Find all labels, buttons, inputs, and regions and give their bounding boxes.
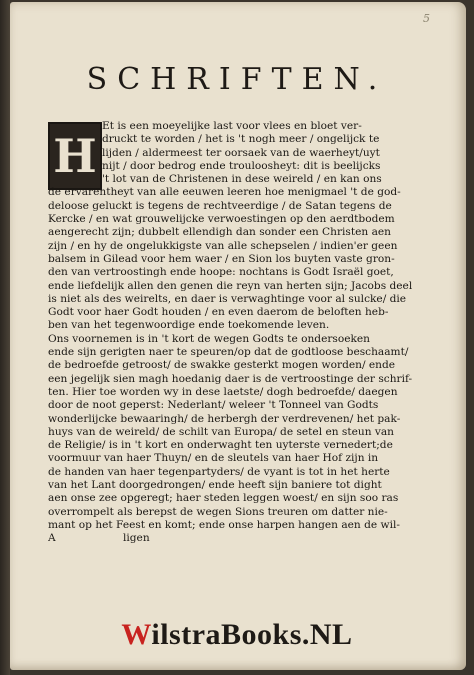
initial-letter: H	[53, 129, 97, 183]
text-line: deloose geluckt is tegens de rechtveerdige / de Satan tegens de	[48, 199, 392, 212]
body-text	[48, 120, 434, 546]
watermark	[0, 618, 474, 652]
text-line: lijden / aldermeest ter oorsaek van de waerheyt/uyt	[102, 146, 380, 159]
text-line: druckt te worden / het is 't nogh meer / ongelijck te	[102, 133, 380, 146]
text-line: de bedroefde getroost/ de swakke gesterkt mogen worden/ ende	[48, 359, 396, 372]
text-line: balsem in Gilead voor hem waer / en Sion los buyten vaste gron-	[48, 252, 395, 265]
text-line: ben van het tegenwoordige ende toekomende leven.	[48, 319, 330, 332]
text-line: van het Lant doorgedrongen/ ende heeft sijn baniere tot dight	[48, 479, 382, 492]
text-line: huys van de weireld/ de schilt van Europa/ de setel en steun van	[48, 425, 395, 438]
text-line: mant op het Feest en komt; ende onse harpen hangen aen de wil-	[48, 518, 400, 531]
text-line: den van vertroostingh ende hoope: nochtans is Godt Israël goet,	[48, 266, 394, 279]
text-line: wonderlijcke bewaaringh/ de herbergh der verdrevenen/ het pak-	[48, 412, 401, 425]
text-line: overrompelt als berepst de wegen Sions treuren om datter nie-	[48, 505, 388, 518]
watermark-first-letter: W	[121, 618, 152, 651]
page-number: 5	[423, 12, 430, 25]
text-line: is niet als des weirelts, en daer is verwaghtinge voor al sulcke/ die	[48, 292, 407, 305]
text-line: 't lot van de Christenen in dese weireld / en kan ons	[102, 173, 382, 186]
text-line: Godt voor haer Godt houden / en even daerom de beloften heb-	[48, 306, 389, 319]
text-line: ten. Hier toe worden wy in dese laetste/ dogh bedroefde/ daegen	[48, 385, 398, 398]
text-line: aen onse zee opgeregt; haer steden leggen woest/ en sijn soo ras	[48, 492, 399, 505]
text-line: Kercke / en wat grouwelijcke verwoestingen op den aerdtbodem	[48, 213, 395, 226]
text-line: aengerecht zijn; dubbelt ellendigh dan sonder een Christen aen	[48, 226, 391, 239]
text-line: de handen van haer tegenpartyders/ de vyant is tot in het herte	[48, 465, 390, 478]
text-line: de ervarentheyt van alle eeuwen leeren hoe menigmael 't de god-	[48, 186, 401, 199]
catchword-line: A ligen	[48, 532, 150, 545]
text-line: door de noot geperst: Nederlant/ weleer 't Tonneel van Godts	[48, 399, 379, 412]
book-binding-edge	[0, 0, 10, 675]
text-line: ende liefdelijk allen den genen die reyn van herten sijn; Jacobs deel	[48, 279, 413, 292]
text-line: de Religie/ is in 't kort en onderwaght ten uyterste vernedert;de	[48, 439, 393, 452]
chapter-title: SCHRIFTEN.	[86, 62, 388, 97]
text-line: een jegelijk sien magh hoedanig daer is de vertroostinge der schrif-	[48, 372, 413, 385]
text-line: zijn / en hy de ongelukkigste van alle schepselen / indien'er geen	[48, 239, 398, 252]
text-line: nijt / door bedrog ende trouloosheyt: dit is beelijcks	[102, 159, 381, 172]
text-line: ende sijn gerigten naer te speuren/op dat de godtloose beschaamt/	[48, 346, 409, 359]
text-line: Et is een moeyelijke last voor vlees en bloet ver-	[102, 120, 362, 132]
text-line: voormuur van haer Thuyn/ en de sleutels van haer Hof zijn in	[48, 452, 379, 465]
watermark-rest: ilstraBooks.NL	[151, 618, 353, 651]
text-line: Ons voornemen is in 't kort de wegen Godts te ondersoeken	[48, 332, 370, 345]
